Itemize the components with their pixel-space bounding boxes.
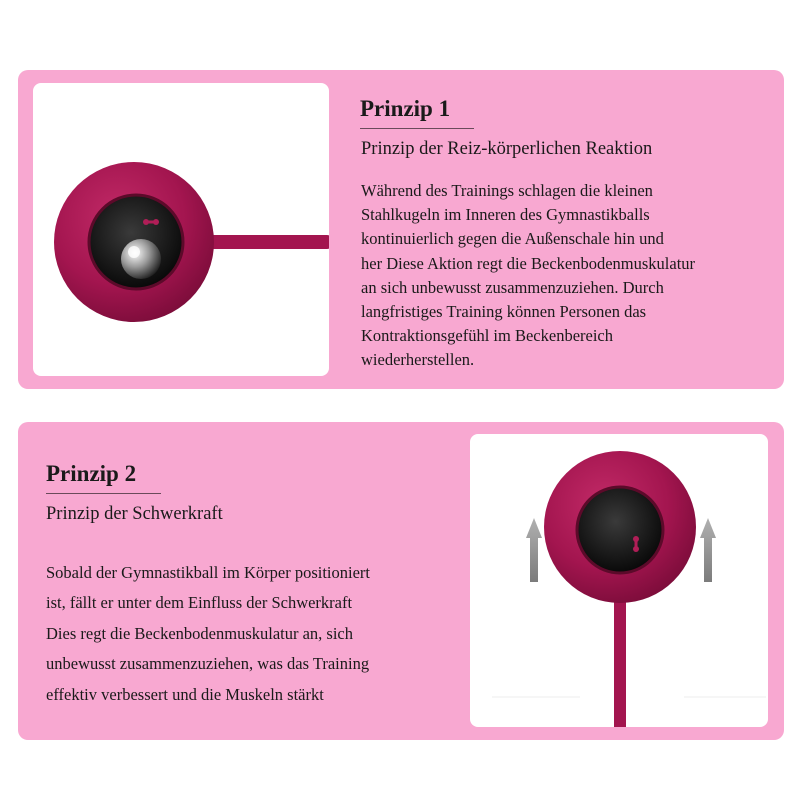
up-arrow-icon [700,518,716,582]
body-line: langfristiges Training können Personen das [361,302,647,322]
up-arrow-icon [526,518,542,582]
product-image-ball-with-steel-balls [33,83,329,376]
exercise-ball-illustration [470,434,768,727]
body-line: Sobald der Gymnastikball im Körper positioniert [46,563,370,582]
body-line: her Diese Aktion regt die Beckenbodenmuskulatur [361,253,696,273]
title-underline [46,493,161,494]
section-title: Prinzip 2 [46,461,137,486]
section-body [361,179,695,373]
body-line: Dies regt die Beckenbodenmuskulatur an, sich [46,623,353,643]
body-line: kontinuierlich gegen die Außenschale hin und [361,229,664,249]
body-line: an sich unbewusst zusammenzuziehen. Durch [361,277,664,297]
title-underline [360,128,474,129]
body-line: wiederherstellen. [361,350,475,370]
section-title: Prinzip 1 [360,96,451,121]
body-line: ist, fällt er unter dem Einfluss der Schwerkraft [46,593,353,613]
body-line: Kontraktionsgefühl im Beckenbereich [361,326,614,346]
body-line: effektiv verbessert und die Muskeln stärkt [46,684,324,704]
section-subtitle: Prinzip der Reiz-körperlichen Reaktion [361,139,653,159]
product-image-ball-gravity [470,434,768,727]
section-body [46,558,370,710]
exercise-ball-illustration [33,83,329,376]
body-line: unbewusst zusammenzuziehen, was das Training [46,654,370,674]
principle-2-card [18,422,784,740]
body-line: Während des Trainings schlagen die kleinen [361,181,653,200]
section-subtitle: Prinzip der Schwerkraft [46,504,223,524]
body-line: Stahlkugeln im Inneren des Gymnastikballs [361,205,650,225]
principle-1-card [18,70,784,389]
